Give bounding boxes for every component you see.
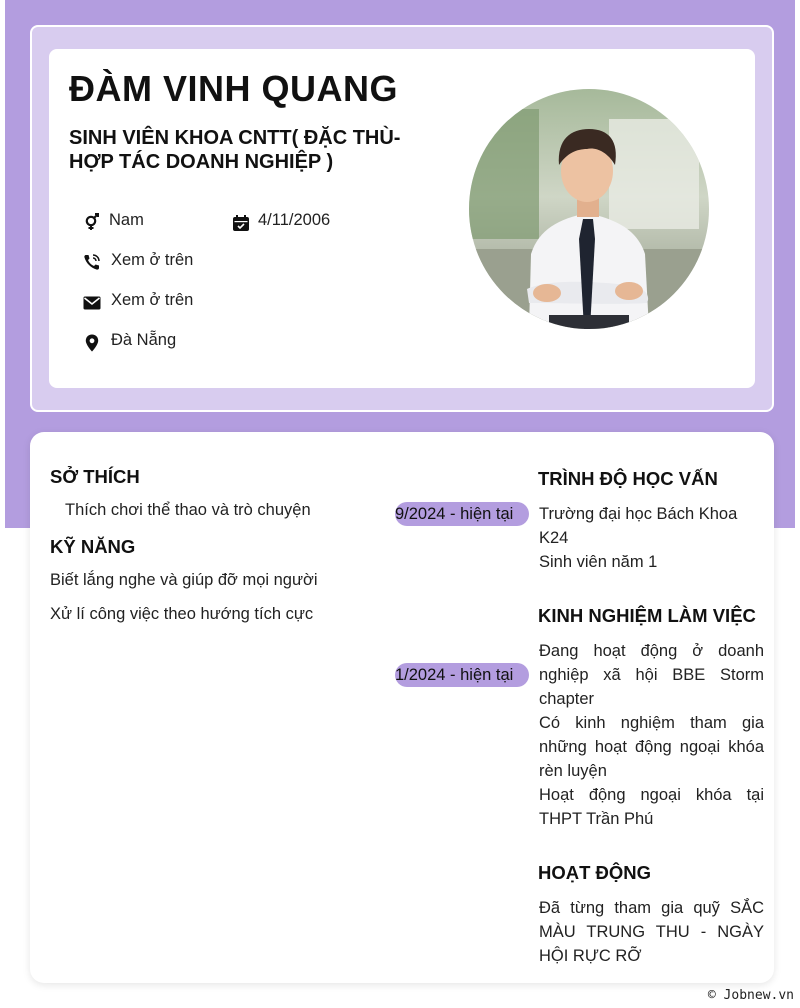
candidate-name: ĐÀM VINH QUANG xyxy=(69,68,398,109)
experience-item: Hoạt động ngoại khóa tại THPT Trần Phú xyxy=(539,786,764,828)
footer-credit: © Jobnew.vn xyxy=(707,988,794,1003)
profile-photo xyxy=(469,89,709,329)
phone-value: Xem ở trên xyxy=(111,251,194,269)
candidate-title: SINH VIÊN KHOA CNTT( ĐẶC THÙ- HỢP TÁC DOANH NGHIỆP ) xyxy=(69,127,401,173)
phone-icon xyxy=(82,252,102,272)
education-school: Trường đại học Bách Khoa K24 xyxy=(539,505,738,547)
experience-title: KINH NGHIỆM LÀM VIỆC xyxy=(538,605,756,626)
education-title: TRÌNH ĐỘ HỌC VẤN xyxy=(538,468,718,489)
skill-item: Biết lắng nghe và giúp đỡ mọi người xyxy=(50,571,318,589)
email-icon xyxy=(82,293,102,313)
hobbies-title: SỞ THÍCH xyxy=(50,466,140,487)
education-date-badge: 9/2024 - hiện tại xyxy=(395,502,529,526)
birthday-value: 4/11/2006 xyxy=(258,211,331,229)
gender-value: Nam xyxy=(109,211,144,229)
activities-title: HOẠT ĐỘNG xyxy=(538,862,652,883)
location-icon xyxy=(82,333,102,353)
calendar-icon xyxy=(231,213,251,233)
location-value: Đà Nẵng xyxy=(111,331,177,349)
experience-date-badge: 1/2024 - hiện tại xyxy=(395,663,529,687)
experience-item: Có kinh nghiệm tham gia những hoạt động ngoại khóa rèn luyện xyxy=(539,714,764,780)
education-detail: Sinh viên năm 1 xyxy=(539,553,658,571)
activity-item: Đã từng tham gia quỹ SẮC MÀU TRUNG THU - NGÀY HỘI RỰC RỠ xyxy=(539,899,764,965)
gender-icon xyxy=(82,212,102,232)
hobby-item: Thích chơi thể thao và trò chuyện xyxy=(65,501,311,519)
skill-item: Xử lí công việc theo hướng tích cực xyxy=(50,605,314,623)
experience-item: Đang hoạt động ở doanh nghiệp xã hội BBE Storm chapter xyxy=(539,642,764,708)
skills-title: KỸ NĂNG xyxy=(50,536,136,557)
email-value: Xem ở trên xyxy=(111,291,194,309)
